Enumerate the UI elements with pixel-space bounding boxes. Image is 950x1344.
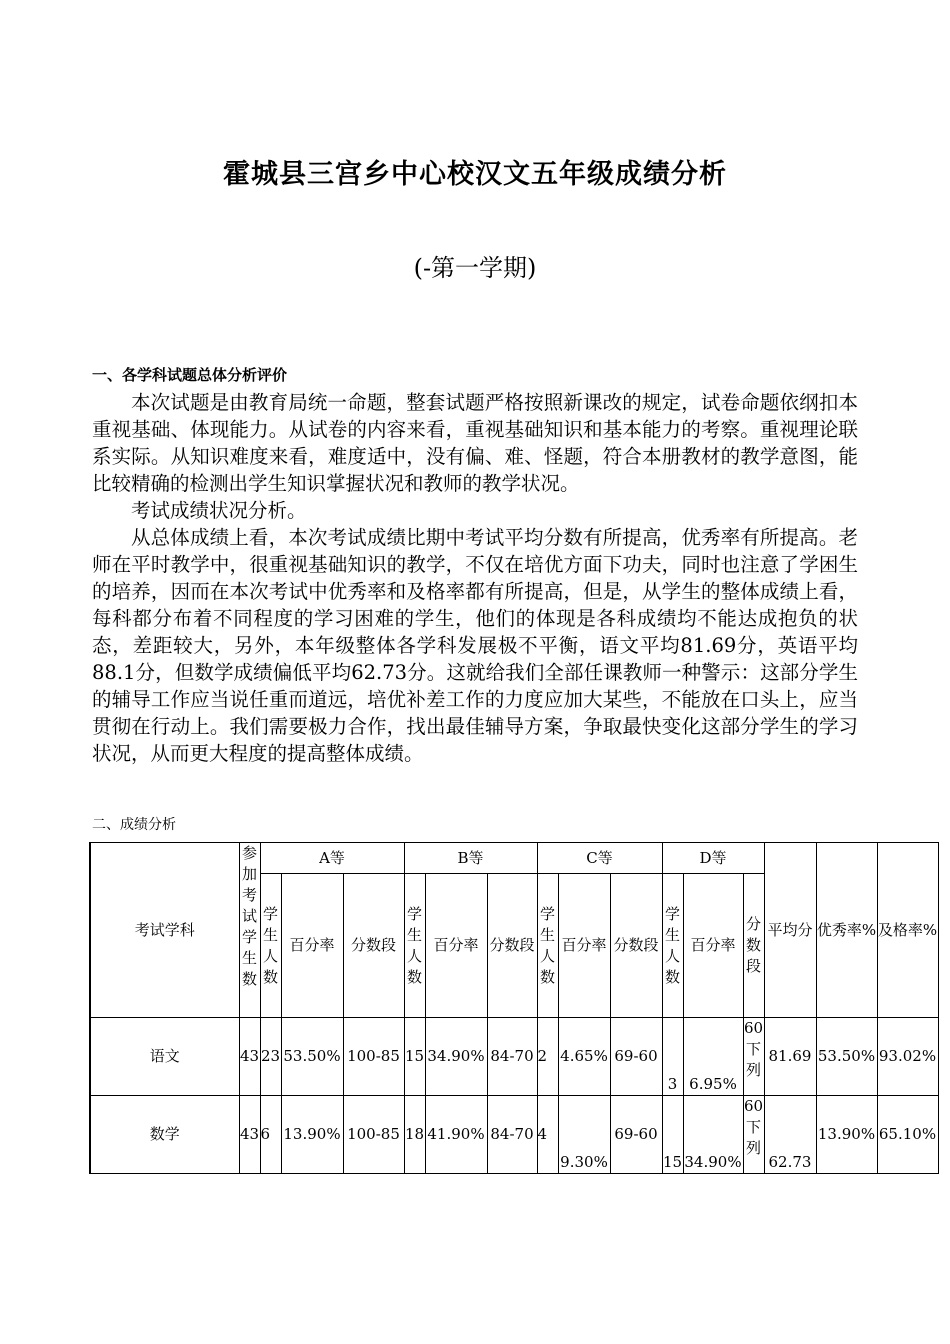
- header-d-percent: 百分率: [683, 874, 743, 1018]
- row-b-percent: 34.90%: [425, 1018, 487, 1096]
- row-c-percent: 4.65%: [558, 1018, 610, 1096]
- row-c-count: 4: [537, 1096, 558, 1174]
- header-c-range: 分数段: [610, 874, 662, 1018]
- header-c-count: 学生人数: [537, 874, 558, 1018]
- row-d-percent: 6.95%: [683, 1018, 743, 1096]
- row-d-percent: 34.90%: [683, 1096, 743, 1174]
- row-b-percent: 41.90%: [425, 1096, 487, 1174]
- row-a-percent: 53.50%: [281, 1018, 343, 1096]
- row-c-range: 69-60: [610, 1018, 662, 1096]
- row-subject: 语文: [90, 1018, 239, 1096]
- score-table: [89, 842, 939, 1174]
- row-a-count: 6: [260, 1096, 281, 1174]
- paragraph: 考试成绩状况分析。: [131, 499, 307, 522]
- header-average: 平均分: [764, 843, 816, 1018]
- row-excellent-rate: 13.90%: [816, 1096, 877, 1174]
- header-subject: 考试学科: [90, 843, 239, 1018]
- header-c-percent: 百分率: [558, 874, 610, 1018]
- table-row: [90, 1096, 938, 1174]
- section-1-heading: 一、各学科试题总体分析评价: [92, 366, 288, 384]
- row-c-percent: 9.30%: [558, 1096, 610, 1174]
- row-b-count: 15: [404, 1018, 425, 1096]
- row-d-range: 60下列: [743, 1096, 764, 1174]
- header-d-range: 分数段: [743, 874, 764, 1018]
- header-b-count: 学生人数: [404, 874, 425, 1018]
- document-subtitle: (-第一学期): [413, 254, 537, 282]
- row-b-range: 84-70: [487, 1018, 537, 1096]
- row-pass-rate: 93.02%: [877, 1018, 938, 1096]
- row-excellent-rate: 53.50%: [816, 1018, 877, 1096]
- row-subject: 数学: [90, 1096, 239, 1174]
- row-average: 62.73: [764, 1096, 816, 1174]
- row-participants: 43: [239, 1018, 260, 1096]
- header-row-1: [90, 843, 938, 874]
- row-pass-rate: 65.10%: [877, 1096, 938, 1174]
- header-grade-b: B等: [404, 843, 537, 874]
- header-d-count: 学生人数: [662, 874, 683, 1018]
- header-b-range: 分数段: [487, 874, 537, 1018]
- document-title: 霍城县三宫乡中心校汉文五年级成绩分析: [223, 159, 727, 190]
- header-a-count: 学生人数: [260, 874, 281, 1018]
- row-c-range: 69-60: [610, 1096, 662, 1174]
- row-participants: 43: [239, 1096, 260, 1174]
- header-grade-c: C等: [537, 843, 662, 874]
- row-b-count: 18: [404, 1096, 425, 1174]
- header-a-percent: 百分率: [281, 874, 343, 1018]
- row-a-range: 100-85: [343, 1018, 404, 1096]
- section-1-body: [92, 389, 858, 767]
- paragraph: 从总体成绩上看，本次考试成绩比期中考试平均分数有所提高，优秀率有所提高。老师在平时教学中，很重视基础知识的教学，不仅在培优方面下功夫，同时也注意了学困生的培养，因而在本次考试中优秀率和及格率都有所提高，但是，从学生的整体成绩上看，每科都分布着不同程度的学习困难的学生，他们的体现是各科成绩均不能达成抱负的状态，差距较大，另外，本年级整体各学科发展极不平衡，语文平均81.69分，英语平均88.1分，但数学成绩偏低平均62.73分。这就给我们全部任课教师一种警示：这部分学生的辅导工作应当说任重而道远，培优补差工作的力度应加大某些，不能放在口头上，应当贯彻在行动上。我们需要极力合作，找出最佳辅导方案，争取最快变化这部分学生的学习状况，从而更大程度的提高整体成绩。: [92, 526, 858, 765]
- header-pass-rate: 及格率%: [877, 843, 938, 1018]
- header-participants: 参加考试学生数: [239, 843, 260, 1018]
- header-grade-d: D等: [662, 843, 764, 874]
- header-grade-a: A等: [260, 843, 404, 874]
- header-excellent-rate: 优秀率%: [816, 843, 877, 1018]
- row-average: 81.69: [764, 1018, 816, 1096]
- section-2-heading: 二、成绩分析: [92, 817, 176, 833]
- row-a-percent: 13.90%: [281, 1096, 343, 1174]
- row-d-count: 15: [662, 1096, 683, 1174]
- header-b-percent: 百分率: [425, 874, 487, 1018]
- row-a-count: 23: [260, 1018, 281, 1096]
- paragraph: 本次试题是由教育局统一命题，整套试题严格按照新课改的规定，试卷命题依纲扣本重视基础、体现能力。从试卷的内容来看，重视基础知识和基本能力的考察。重视理论联系实际。从知识难度来看，难度适中，没有偏、难、怪题，符合本册教材的教学意图，能比较精确的检测出学生知识掌握状况和教师的教学状况。: [92, 391, 858, 495]
- row-d-range: 60下列: [743, 1018, 764, 1096]
- row-a-range: 100-85: [343, 1096, 404, 1174]
- row-d-count: 3: [662, 1018, 683, 1096]
- row-b-range: 84-70: [487, 1096, 537, 1174]
- row-c-count: 2: [537, 1018, 558, 1096]
- table-row: [90, 1018, 938, 1096]
- header-a-range: 分数段: [343, 874, 404, 1018]
